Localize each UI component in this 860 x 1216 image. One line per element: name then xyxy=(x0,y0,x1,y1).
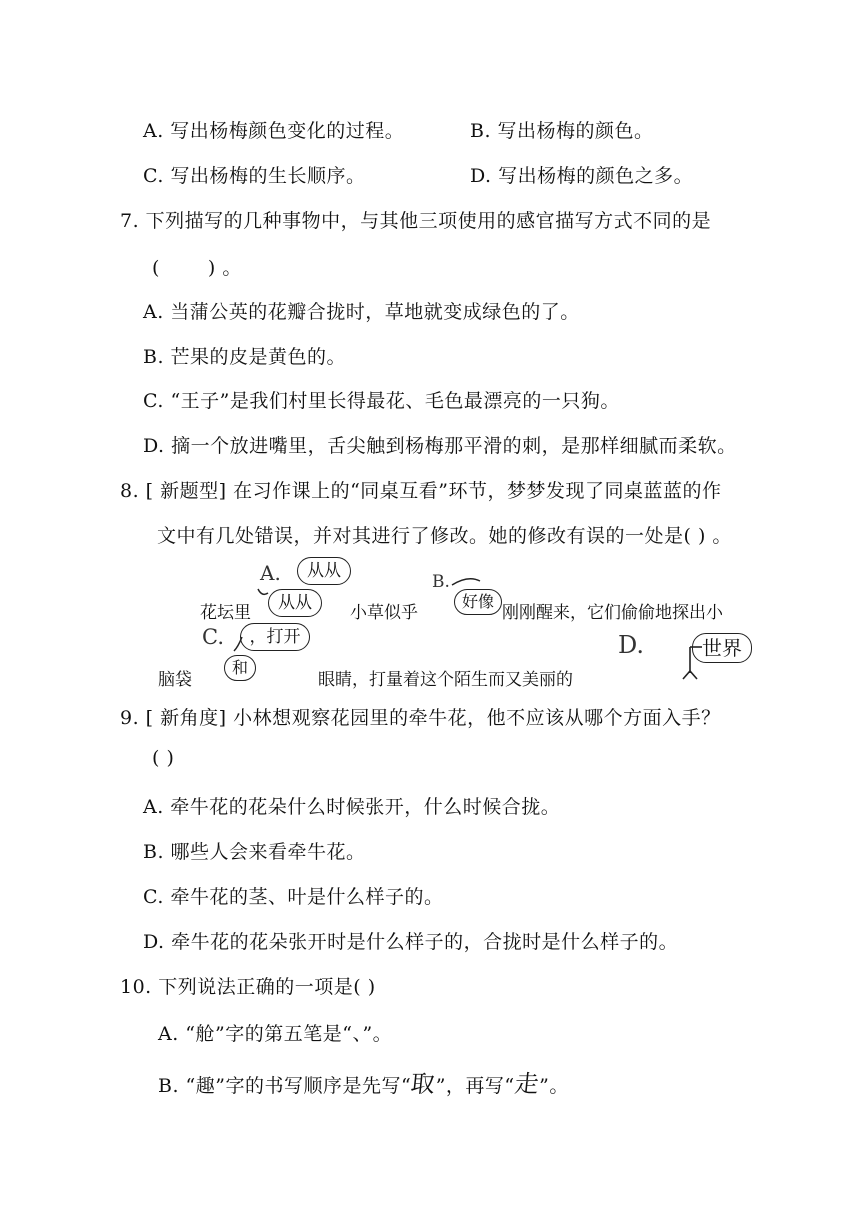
oval-a-top: 从从 xyxy=(297,557,351,585)
q10-option-b xyxy=(158,1064,569,1099)
q7-option-d: D. 摘一个放进嘴里，舌尖触到杨梅那平滑的刺，是那样细腻而柔软。 xyxy=(143,435,737,457)
q9-answer-paren: ( ) xyxy=(152,747,175,769)
correction-figure xyxy=(150,555,770,690)
q9-option-b: B. 哪些人会来看牵牛花。 xyxy=(143,841,366,863)
q6-option-b: B. 写出杨梅的颜色。 xyxy=(470,120,654,142)
q8-stem-line2: 文中有几处错误，并对其进行了修改。她的修改有误的一处是( ) 。 xyxy=(157,525,732,547)
q6-option-d: D. 写出杨梅的颜色之多。 xyxy=(470,165,694,187)
q7-stem: 7. 下列描写的几种事物中，与其他三项使用的感官描写方式不同的是 xyxy=(120,210,712,232)
oval-c-bottom: 和 xyxy=(224,655,256,681)
q9-stem: 9. [ 新角度] 小林想观察花园里的牵牛花，他不应该从哪个方面入手？ xyxy=(120,707,721,729)
oval-a-bottom: 从从 xyxy=(268,589,322,617)
q9-option-d: D. 牵牛花的花朵张开时是什么样子的，合拢时是什么样子的。 xyxy=(143,931,679,953)
q10-stem: 10. 下列说法正确的一项是( ) xyxy=(120,976,376,998)
oval-c: ，打开 xyxy=(240,623,310,651)
q7-option-c: C. “王子”是我们村里长得最花、毛色最漂亮的一只狗。 xyxy=(143,390,620,412)
handwritten-qu-char: 取 xyxy=(409,1070,437,1098)
q10-option-a: A. “舱”字的第五笔是“、”。 xyxy=(158,1023,393,1045)
q9-option-a: A. 牵牛花的花朵什么时候张开，什么时候合拢。 xyxy=(143,796,561,818)
figure-text-2b: 眼睛，打量着这个陌生而又美丽的 xyxy=(318,670,573,690)
q9-option-c: C. 牵牛花的茎、叶是什么样子的。 xyxy=(143,886,444,908)
q7-paren-open: ( xyxy=(152,257,160,279)
figure-label-c: C. xyxy=(202,625,224,649)
figure-label-b: B. xyxy=(432,572,450,592)
q6-option-a: A. 写出杨梅颜色变化的过程。 xyxy=(143,120,405,142)
figure-text-1a: 花坛里 xyxy=(200,603,251,623)
q6-option-c: C. 写出杨梅的生长顺序。 xyxy=(143,165,366,187)
q10-option-b-text3: ”。 xyxy=(539,1075,569,1097)
figure-text-1c: 刚刚醒来，它们偷偷地探出小 xyxy=(502,603,723,623)
oval-b: 好像 xyxy=(454,589,502,615)
figure-text-1b: 小草似乎 xyxy=(350,603,418,623)
figure-text-2a: 脑袋 xyxy=(158,670,192,690)
figure-label-d: D. xyxy=(618,631,645,659)
handwritten-zou-char: 走 xyxy=(512,1070,541,1098)
q7-answer-paren xyxy=(152,253,242,280)
q10-option-b-text2: ”，再写“ xyxy=(435,1075,515,1097)
q10-option-b-text1: B. “趣”字的书写顺序是先写“ xyxy=(158,1075,412,1097)
oval-d: 世界 xyxy=(692,633,752,663)
figure-label-a: A. xyxy=(260,561,281,585)
q7-paren-close: ) 。 xyxy=(207,257,242,279)
q8-stem-line1: 8. [ 新题型] 在习作课上的“同桌互看”环节，梦梦发现了同桌蓝蓝的作 xyxy=(120,480,722,502)
q7-option-b: B. 芒果的皮是黄色的。 xyxy=(143,346,347,368)
q7-option-a: A. 当蒲公英的花瓣合拢时，草地就变成绿色的了。 xyxy=(143,301,580,323)
